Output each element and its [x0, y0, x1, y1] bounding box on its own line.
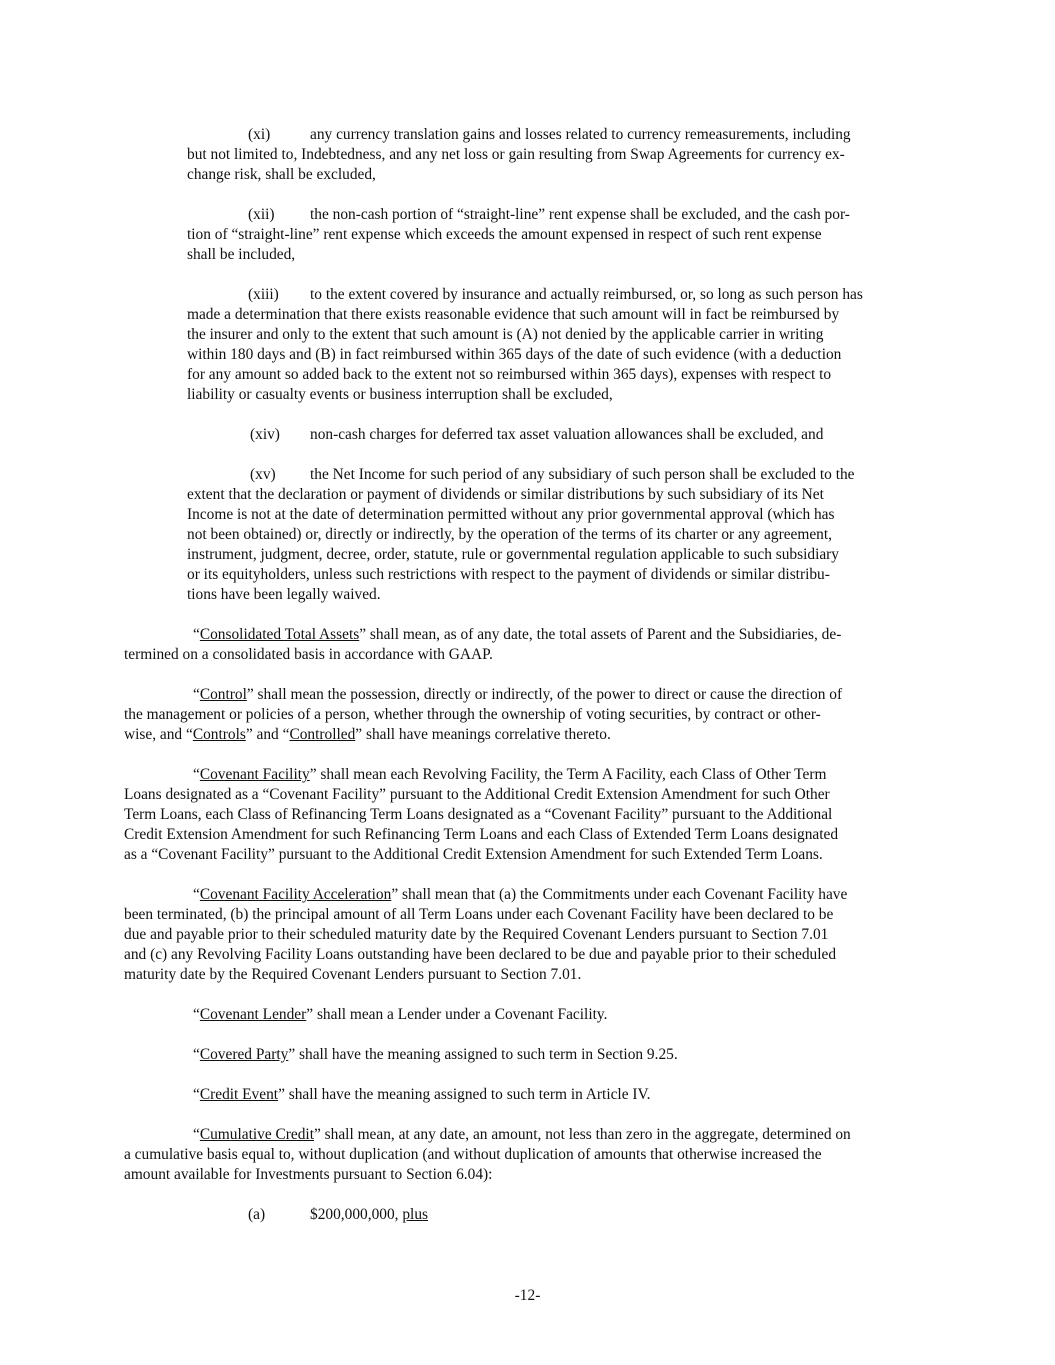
open-quote: “: [193, 886, 200, 903]
clause-xiii: [187, 285, 932, 405]
open-quote: “: [193, 686, 200, 703]
open-quote: “: [193, 626, 200, 643]
definition-text: as a “Covenant Facility” pursuant to the Additional Credit Extension Amendment for such Extended Term Loans.: [124, 846, 823, 863]
definition-text: termined on a consolidated basis in accordance with GAAP.: [124, 646, 493, 663]
definition-text: and (c) any Revolving Facility Loans outstanding have been declared to be due and payable prior to their scheduled: [124, 946, 837, 963]
clause-text: extent that the declaration or payment of dividends or similar distributions by such subsidiary of its Net: [187, 486, 824, 503]
clause-text: for any amount so added back to the extent not so reimbursed within 365 days), expenses with respect to: [187, 366, 832, 383]
defined-term: Covenant Lender: [199, 1006, 307, 1023]
clause-text: the insurer and only to the extent that such amount is (A) not denied by the applicable carrier in writing: [187, 326, 824, 343]
definition-control: [124, 685, 930, 745]
definition-text: ” shall mean that (a) the Commitments under each Covenant Facility have: [391, 886, 848, 903]
definition-covered-party: [124, 1045, 930, 1065]
clause-text: any currency translation gains and losses related to currency remeasurements, including: [310, 126, 851, 143]
item-plus: plus: [402, 1206, 428, 1223]
item-amount: $200,000,000,: [310, 1206, 403, 1223]
clause-xi: [187, 125, 932, 185]
definition-text: Credit Extension Amendment for such Refinancing Term Loans and each Class of Extended Term Loans designated: [124, 826, 839, 843]
definition-text: ” shall mean a Lender under a Covenant Facility.: [306, 1006, 608, 1023]
definition-text: ” shall have the meaning assigned to such term in Section 9.25.: [288, 1046, 678, 1063]
definition-consolidated-total-assets: [124, 625, 930, 665]
definition-text: ” shall have meanings correlative thereto.: [355, 726, 611, 743]
clause-text: liability or casualty events or business interruption shall be excluded,: [187, 386, 613, 403]
clause-label: (xv): [250, 466, 276, 483]
definition-text: been terminated, (b) the principal amount of all Term Loans under each Covenant Facility have been declared to be: [124, 906, 834, 923]
definition-covenant-lender: [124, 1005, 930, 1025]
defined-term: Covenant Facility Acceleration: [199, 886, 392, 903]
definition-text: ” shall mean the possession, directly or indirectly, of the power to direct or cause the direction of: [246, 686, 843, 703]
definition-text: ” shall have the meaning assigned to such term in Article IV.: [278, 1086, 651, 1103]
defined-term: Consolidated Total Assets: [199, 626, 360, 643]
clause-text: or its equityholders, unless such restrictions with respect to the payment of dividends or similar distribu-: [187, 566, 830, 583]
clause-label: (xii): [248, 206, 275, 223]
definition-cumulative-credit: [124, 1125, 930, 1185]
clause-text: but not limited to, Indebtedness, and any net loss or gain resulting from Swap Agreements for currency ex-: [187, 146, 845, 163]
definition-text: ” shall mean, at any date, an amount, not less than zero in the aggregate, determined on: [313, 1126, 851, 1143]
item-a: [248, 1205, 848, 1225]
clause-xiv: [187, 425, 932, 445]
definition-text: ” and “: [245, 726, 290, 743]
page-number: -12-: [514, 1287, 541, 1304]
definition-covenant-facility-acceleration: [124, 885, 930, 985]
clause-text: not been obtained) or, directly or indirectly, by the operation of the terms of its charter or any agreement,: [187, 526, 832, 543]
open-quote: “: [193, 1126, 200, 1143]
defined-term: Covered Party: [199, 1046, 289, 1063]
definition-text: ” shall mean each Revolving Facility, the Term A Facility, each Class of Other Term: [309, 766, 827, 783]
clause-text: tion of “straight-line” rent expense which exceeds the amount expensed in respect of such rent expense: [187, 226, 822, 243]
definition-covenant-facility: [124, 765, 930, 865]
clause-text: within 180 days and (B) in fact reimbursed within 365 days of the date of such evidence (with a deduction: [187, 346, 842, 363]
clause-text: the non-cash portion of “straight-line” rent expense shall be excluded, and the cash por-: [310, 206, 850, 223]
clause-text: change risk, shall be excluded,: [187, 166, 376, 183]
clause-text: the Net Income for such period of any subsidiary of such person shall be excluded to the: [310, 466, 855, 483]
open-quote: “: [193, 766, 200, 783]
definition-text: Term Loans, each Class of Refinancing Term Loans designated as a “Covenant Facility” pursuant to the Additional: [124, 806, 833, 823]
clause-text: Income is not at the date of determination permitted without any prior governmental approval (which has: [187, 506, 835, 523]
open-quote: “: [193, 1046, 200, 1063]
definition-text: the management or policies of a person, whether through the ownership of voting securities, by contract or other-: [124, 706, 821, 723]
open-quote: “: [193, 1006, 200, 1023]
clause-text: tions have been legally waived.: [187, 586, 381, 603]
clause-xii: [187, 205, 932, 265]
defined-term: Controls: [192, 726, 246, 743]
definition-text: maturity date by the Required Covenant Lenders pursuant to Section 7.01.: [124, 966, 582, 983]
defined-term: Credit Event: [199, 1086, 279, 1103]
clause-text: shall be included,: [187, 246, 296, 263]
definition-text: due and payable prior to their scheduled maturity date by the Required Covenant Lenders pursuant to Section 7.01: [124, 926, 829, 943]
definition-text: ” shall mean, as of any date, the total assets of Parent and the Subsidiaries, de-: [359, 626, 842, 643]
clause-label: (xi): [248, 126, 271, 143]
definition-text: a cumulative basis equal to, without duplication (and without duplication of amounts that otherwise increased the: [124, 1146, 822, 1163]
clause-xv: [187, 465, 932, 605]
defined-term: Controlled: [289, 726, 356, 743]
defined-term: Control: [199, 686, 247, 703]
clause-text: to the extent covered by insurance and actually reimbursed, or, so long as such person has: [310, 286, 863, 303]
open-quote: “: [193, 1086, 200, 1103]
defined-term: Covenant Facility: [199, 766, 310, 783]
clause-label: (xiv): [250, 426, 280, 443]
clause-label: (xiii): [248, 286, 279, 303]
clause-text: made a determination that there exists reasonable evidence that such amount will in fact be reimbursed by: [187, 306, 840, 323]
item-label: (a): [248, 1206, 266, 1223]
defined-term: Cumulative Credit: [199, 1126, 314, 1143]
clause-text: instrument, judgment, decree, order, statute, rule or governmental regulation applicable to such subsidiary: [187, 546, 840, 563]
definition-credit-event: [124, 1085, 930, 1105]
definition-text: Loans designated as a “Covenant Facility” pursuant to the Additional Credit Extension Amendment for such Other: [124, 786, 830, 803]
definition-text: amount available for Investments pursuant to Section 6.04):: [124, 1166, 493, 1183]
definition-text: wise, and “: [124, 726, 193, 743]
clause-text: non-cash charges for deferred tax asset valuation allowances shall be excluded, and: [310, 426, 824, 443]
